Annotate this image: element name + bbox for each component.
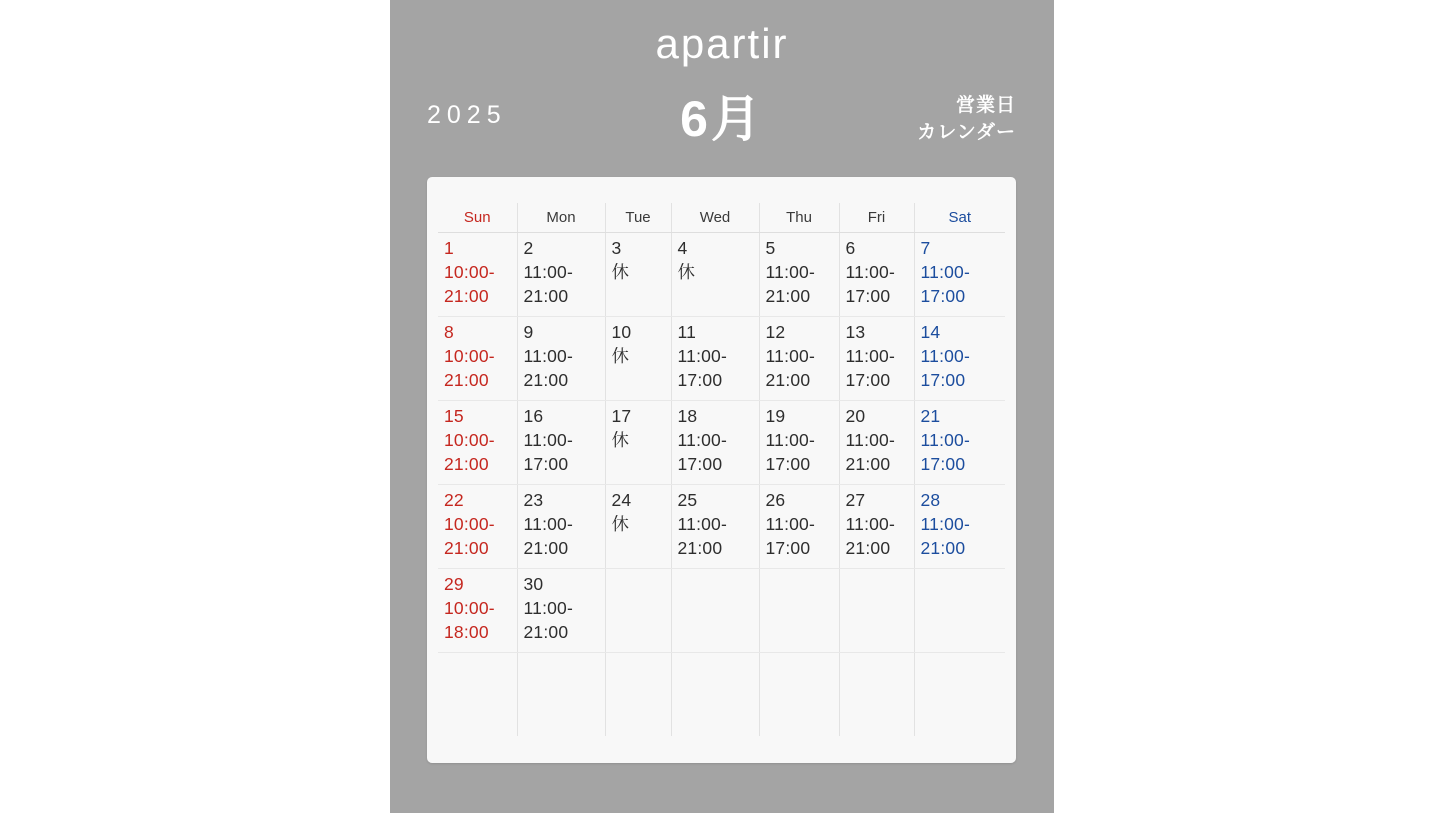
day-number: 28 — [920, 489, 941, 510]
business-hours-line: 21:00 — [677, 537, 723, 558]
day-number: 22 — [444, 489, 464, 510]
calendar-cell-day-9 — [517, 316, 605, 400]
business-hours-line: 21:00 — [765, 285, 811, 306]
day-number: 21 — [920, 405, 941, 426]
day-number: 24 — [611, 489, 632, 510]
calendar-cell-day-18 — [671, 400, 759, 484]
calendar-cell-day-12 — [759, 316, 839, 400]
business-hours-line: 11:00- — [523, 345, 574, 366]
business-hours-line: 11:00- — [845, 429, 896, 450]
business-hours-line: 11:00- — [523, 261, 574, 282]
day-number: 17 — [611, 405, 632, 426]
business-hours-line: 10:00- — [444, 513, 495, 534]
calendar-cell-empty — [605, 652, 671, 736]
business-hours-line: 11:00- — [920, 429, 971, 450]
calendar-cell-empty — [671, 568, 759, 652]
week-row — [438, 232, 1005, 316]
calendar-cell-day-19 — [759, 400, 839, 484]
calendar-cell-day-10 — [605, 316, 671, 400]
day-name-fri: Fri — [839, 203, 914, 232]
closed-label: 休 — [611, 261, 630, 282]
business-hours-line: 11:00- — [920, 345, 971, 366]
day-number: 23 — [523, 489, 544, 510]
day-number: 15 — [444, 405, 464, 426]
day-number: 13 — [845, 321, 866, 342]
business-hours-line: 17:00 — [845, 369, 891, 390]
calendar-cell-day-28 — [914, 484, 1005, 568]
day-number: 30 — [523, 573, 544, 594]
day-names-row — [438, 203, 1005, 232]
business-hours-line: 17:00 — [765, 537, 811, 558]
closed-label: 休 — [611, 513, 630, 534]
day-number: 7 — [920, 237, 931, 258]
closed-label: 休 — [611, 429, 630, 450]
calendar-cell-empty — [914, 568, 1005, 652]
business-hours-line: 11:00-17:00 — [677, 345, 728, 390]
business-hours-line: 21:00 — [523, 285, 569, 306]
day-name-mon: Mon — [517, 203, 605, 232]
calendar-cell-day-1 — [438, 232, 517, 316]
business-hours-line: 11:00- — [677, 429, 728, 450]
calendar-cell-day-14 — [914, 316, 1005, 400]
calendar-card — [427, 177, 1016, 763]
calendar-cell-day-16 — [517, 400, 605, 484]
business-hours-line: 11:00- — [677, 513, 728, 534]
day-number: 19 — [765, 405, 786, 426]
calendar-body — [438, 232, 1005, 736]
calendar-cell-day-13 — [839, 316, 914, 400]
business-days-label — [917, 92, 1016, 146]
business-hours-line: 21:00 — [444, 453, 489, 474]
business-hours-line: 21:00 — [523, 537, 569, 558]
day-number: 18 — [677, 405, 698, 426]
calendar-cell-day-29 — [438, 568, 517, 652]
business-hours-line: 21:00 — [920, 537, 966, 558]
calendar-cell-empty — [517, 652, 605, 736]
business-hours-line: 21:00 — [444, 537, 489, 558]
calendar-cell-empty — [914, 652, 1005, 736]
week-row — [438, 400, 1005, 484]
day-number: 27 — [845, 489, 866, 510]
business-hours-line: 11:00- — [765, 261, 816, 282]
day-number: 20 — [845, 405, 866, 426]
day-number: 29 — [444, 573, 464, 594]
day-number: 10 — [611, 321, 632, 342]
business-hours-line: 11:00- — [920, 513, 971, 534]
calendar-cell-day-2 — [517, 232, 605, 316]
day-number: 26 — [765, 489, 786, 510]
calendar-cell-day-8 — [438, 316, 517, 400]
day-number: 14 — [920, 321, 941, 342]
closed-label: 休 — [611, 345, 630, 366]
business-hours-line: 11:00- — [523, 429, 574, 450]
closed-label: 休 — [677, 261, 696, 282]
day-name-sat: Sat — [914, 203, 1005, 232]
calendar-cell-day-4 — [671, 232, 759, 316]
week-row — [438, 652, 1005, 736]
day-number: 2 — [523, 237, 534, 258]
business-hours-line: 11:00- — [523, 597, 574, 618]
day-number: 9 — [523, 321, 534, 342]
day-name-sun: Sun — [438, 203, 517, 232]
business-hours-line: 11:00- — [765, 345, 816, 366]
business-hours-line: 10:00- — [444, 429, 495, 450]
business-hours-line: 21:00 — [444, 285, 489, 306]
day-number: 11 — [677, 321, 697, 342]
business-hours-line: 11:00- — [765, 429, 816, 450]
day-number: 6 — [845, 237, 856, 258]
week-row — [438, 316, 1005, 400]
day-number: 25 — [677, 489, 698, 510]
calendar-cell-day-25 — [671, 484, 759, 568]
business-hours-line: 21:00 — [845, 453, 891, 474]
day-name-wed: Wed — [671, 203, 759, 232]
calendar-cell-day-30 — [517, 568, 605, 652]
day-number: 16 — [523, 405, 544, 426]
calendar-cell-day-6 — [839, 232, 914, 316]
calendar-cell-day-26 — [759, 484, 839, 568]
business-days-label-line2: カレンダー — [917, 122, 1016, 143]
year-label: 2025 — [427, 101, 507, 129]
business-hours-line: 11:00- — [845, 513, 896, 534]
business-hours-line: 11:00- — [523, 513, 574, 534]
day-number: 3 — [611, 237, 622, 258]
business-hours-line: 21:00 — [523, 369, 569, 390]
business-hours-line: 17:00 — [920, 369, 966, 390]
business-hours-line: 11:00- — [845, 345, 896, 366]
week-row — [438, 484, 1005, 568]
calendar-cell-empty — [759, 568, 839, 652]
business-hours-line: 17:00 — [845, 285, 891, 306]
business-hours-line: 21:00 — [845, 537, 891, 558]
business-hours-line: 17:00 — [523, 453, 569, 474]
calendar-cell-empty — [438, 652, 517, 736]
brand-logo: apartir — [655, 20, 789, 67]
business-hours-line: 10:00- — [444, 261, 495, 282]
calendar-cell-day-7 — [914, 232, 1005, 316]
day-number: 4 — [677, 237, 688, 258]
month-label: 6月 — [680, 91, 764, 147]
calendar-cell-empty — [839, 652, 914, 736]
business-hours-line: 10:00- — [444, 597, 495, 618]
calendar-cell-day-15 — [438, 400, 517, 484]
calendar-cell-day-17 — [605, 400, 671, 484]
day-name-thu: Thu — [759, 203, 839, 232]
calendar-cell-day-23 — [517, 484, 605, 568]
business-hours-line: 10:00- — [444, 345, 495, 366]
business-hours-line: 17:00 — [677, 453, 723, 474]
calendar-cell-empty — [605, 568, 671, 652]
calendar-poster — [390, 0, 1054, 813]
calendar-cell-empty — [671, 652, 759, 736]
business-hours-line: 21:00 — [765, 369, 811, 390]
calendar-cell-day-20 — [839, 400, 914, 484]
calendar-cell-empty — [759, 652, 839, 736]
week-row — [438, 568, 1005, 652]
business-hours-line: 17:00 — [765, 453, 811, 474]
day-number: 1 — [444, 237, 454, 258]
day-number: 5 — [765, 237, 776, 258]
calendar-cell-day-24 — [605, 484, 671, 568]
calendar-cell-empty — [839, 568, 914, 652]
business-days-label-line1: 営業日 — [955, 95, 1016, 116]
calendar-cell-day-27 — [839, 484, 914, 568]
business-hours-line: 11:00- — [920, 261, 971, 282]
business-hours-line: 21:00 — [444, 369, 489, 390]
business-hours-line: 21:00 — [523, 621, 569, 642]
business-hours-line: 18:00 — [444, 621, 489, 642]
calendar-cell-day-3 — [605, 232, 671, 316]
calendar-cell-day-22 — [438, 484, 517, 568]
business-hours-line: 17:00 — [920, 285, 966, 306]
day-name-tue: Tue — [605, 203, 671, 232]
calendar-cell-day-5 — [759, 232, 839, 316]
day-number: 8 — [444, 321, 454, 342]
calendar-cell-day-11 — [671, 316, 759, 400]
business-hours-line: 17:00 — [920, 453, 966, 474]
calendar-table — [438, 203, 1005, 736]
business-hours-line: 11:00- — [765, 513, 816, 534]
calendar-cell-day-21 — [914, 400, 1005, 484]
business-hours-line: 11:00- — [845, 261, 896, 282]
day-number: 12 — [765, 321, 786, 342]
